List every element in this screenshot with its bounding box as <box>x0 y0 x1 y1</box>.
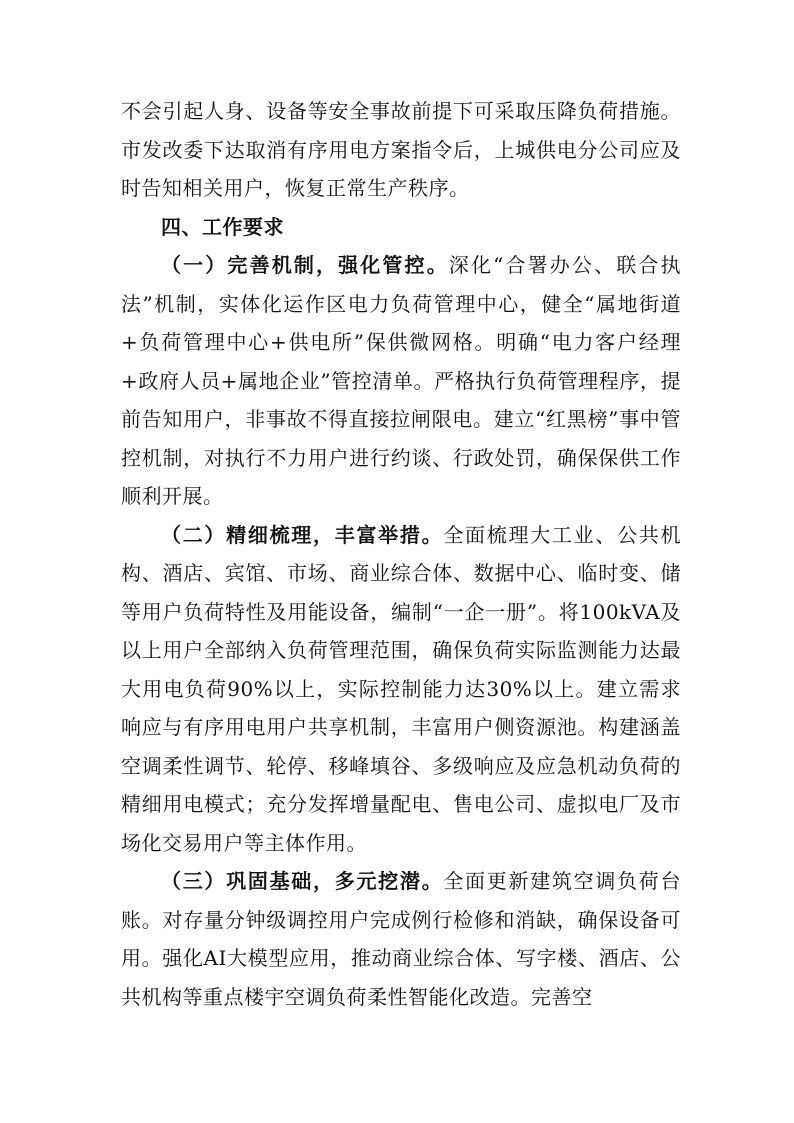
item-lead-3: （三）巩固基础，多元挖潜。 <box>161 869 444 893</box>
item-body-1: 深化“合署办公、联合执法”机制，实体化运作区电力负荷管理中心，健全“属地街道+负荷管理中心+供电所”保供微网格。明确“电力客户经理+政府人员+属地企业”管控清单。严格执行负荷管理程序，提前告知用户，非事故不得直接拉闸限电。建立“红黑榜”事中管控机制，对执行不力用户进行约谈、行政处罚，确保保供工作顺利开展。 <box>121 253 682 508</box>
item-paragraph-2 <box>121 516 681 863</box>
item-body-2: 全面梳理大工业、公共机构、酒店、宾馆、市场、商业综合体、数据中心、临时变、储等用户负荷特性及用能设备，编制“一企一册”。将100kVA及以上用户全部纳入负荷管理范围，确保负荷实际监测能力达最大用电负荷90%以上，实际控制能力达30%以上。建立需求响应与有序用电用户共享机制，丰富用户侧资源池。构建涵盖空调柔性调节、轮停、移峰填谷、多级响应及应急机动负荷的精细用电模式；充分发挥增量配电、售电公司、虚拟电厂及市场化交易用户等主体作用。 <box>121 522 682 855</box>
item-paragraph-3 <box>121 862 681 1016</box>
item-lead-2: （二）精细梳理，丰富举措。 <box>161 522 444 547</box>
continuation-paragraph: 不会引起人身、设备等安全事故前提下可采取压降负荷措施。市发改委下达取消有序用电方案指令后，上城供电分公司应及时告知相关用户，恢复正常生产秩序。 <box>121 99 681 200</box>
item-lead-1: （一）完善机制，强化管控。 <box>161 253 449 277</box>
item-paragraph-1 <box>121 246 681 516</box>
document-body <box>121 92 681 1016</box>
section-heading: 四、工作要求 <box>161 214 284 239</box>
item-body-3: 全面更新建筑空调负荷台账。对存量分钟级调控用户完成例行检修和消缺，确保设备可用。强化AI大模型应用，推动商业综合体、写字楼、酒店、公共机构等重点楼宇空调负荷柔性智能化改造。完善空 <box>121 869 682 1009</box>
